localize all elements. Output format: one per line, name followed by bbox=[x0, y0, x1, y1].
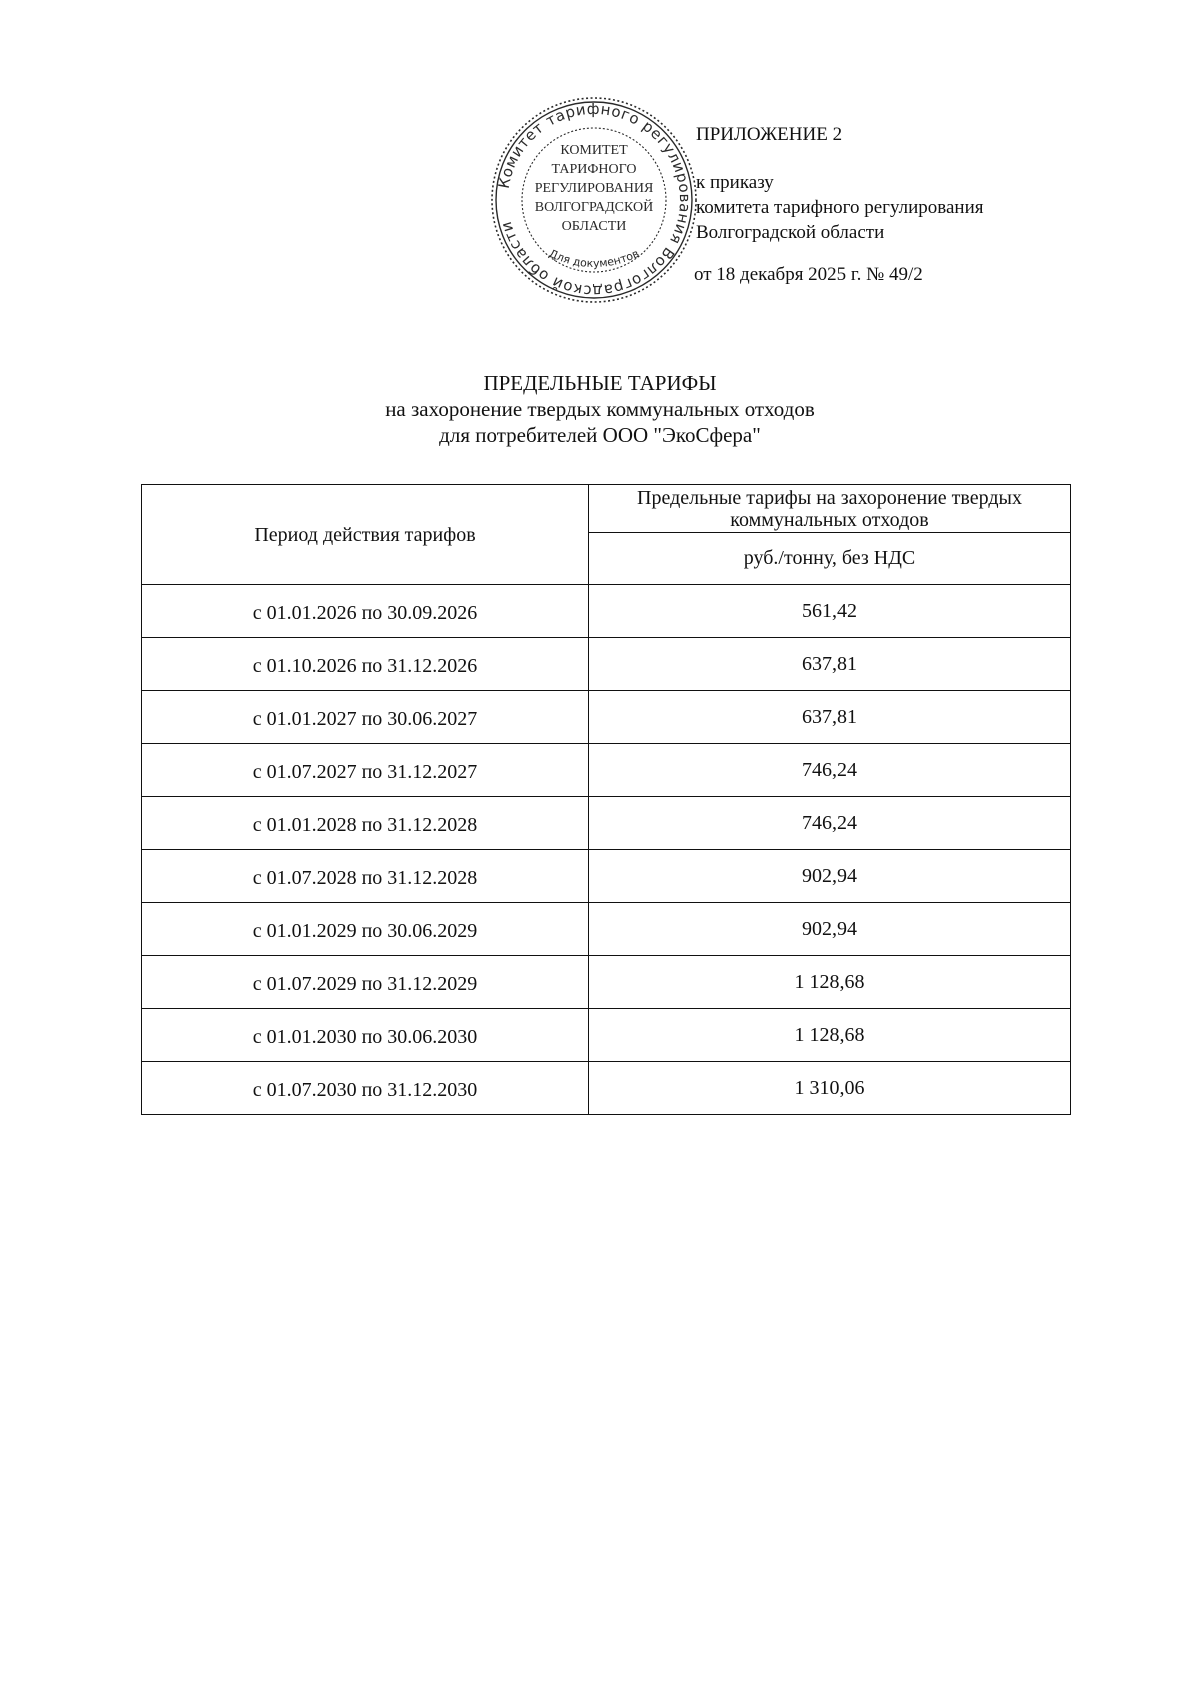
order-line: к приказу bbox=[696, 172, 774, 193]
period-cell: с 01.07.2027 по 31.12.2027 bbox=[142, 744, 589, 797]
title-line: на захоронение твердых коммунальных отходов bbox=[385, 397, 815, 421]
tariff-table bbox=[141, 484, 1071, 1115]
document-title bbox=[0, 370, 1200, 448]
tariff-value-cell: 746,24 bbox=[589, 744, 1071, 797]
tariff-value-cell: 637,81 bbox=[589, 638, 1071, 691]
period-cell: с 01.01.2027 по 30.06.2027 bbox=[142, 691, 589, 744]
period-cell: с 01.01.2030 по 30.06.2030 bbox=[142, 1009, 589, 1062]
tariff-value-cell: 902,94 bbox=[589, 850, 1071, 903]
tariff-value-cell: 1 310,06 bbox=[589, 1062, 1071, 1115]
tariff-value-cell: 746,24 bbox=[589, 797, 1071, 850]
tariff-value-cell: 902,94 bbox=[589, 903, 1071, 956]
period-column-header: Период действия тарифов bbox=[142, 485, 589, 585]
period-cell: с 01.07.2028 по 31.12.2028 bbox=[142, 850, 589, 903]
tariff-value-cell: 637,81 bbox=[589, 691, 1071, 744]
official-seal bbox=[488, 94, 700, 306]
svg-text:ТАРИФНОГО: ТАРИФНОГО bbox=[551, 162, 637, 177]
table-row bbox=[142, 1009, 1071, 1062]
seal-center-text bbox=[535, 143, 654, 234]
svg-text:РЕГУЛИРОВАНИЯ: РЕГУЛИРОВАНИЯ bbox=[534, 181, 654, 196]
table-row bbox=[142, 638, 1071, 691]
period-cell: с 01.07.2030 по 31.12.2030 bbox=[142, 1062, 589, 1115]
table-row bbox=[142, 691, 1071, 744]
unit-header: руб./тонну, без НДС bbox=[589, 533, 1071, 585]
tariff-value-cell: 1 128,68 bbox=[589, 956, 1071, 1009]
table-row bbox=[142, 744, 1071, 797]
order-line: комитета тарифного регулирования bbox=[696, 197, 984, 218]
order-date: от 18 декабря 2025 г. № 49/2 bbox=[694, 264, 923, 285]
seal-outer-text: Комитет тарифного регулирования Волгоградской области bbox=[494, 99, 695, 301]
order-line: Волгоградской области bbox=[696, 222, 885, 243]
table-row bbox=[142, 956, 1071, 1009]
title-line: для потребителей ООО "ЭкоСфера" bbox=[439, 423, 761, 447]
period-cell: с 01.07.2029 по 31.12.2029 bbox=[142, 956, 589, 1009]
svg-text:КОМИТЕТ: КОМИТЕТ bbox=[560, 143, 628, 158]
table-row bbox=[142, 1062, 1071, 1115]
svg-text:ВОЛГОГРАДСКОЙ: ВОЛГОГРАДСКОЙ bbox=[534, 200, 654, 215]
title-line: ПРЕДЕЛЬНЫЕ ТАРИФЫ bbox=[483, 371, 717, 395]
seal-graphic bbox=[488, 94, 700, 306]
appendix-number: ПРИЛОЖЕНИЕ 2 bbox=[696, 124, 843, 145]
period-cell: с 01.01.2026 по 30.09.2026 bbox=[142, 585, 589, 638]
tariff-rows bbox=[142, 585, 1071, 1115]
order-reference bbox=[696, 170, 984, 245]
svg-text:ОБЛАСТИ: ОБЛАСТИ bbox=[561, 219, 627, 234]
table-row bbox=[142, 903, 1071, 956]
period-cell: с 01.01.2028 по 31.12.2028 bbox=[142, 797, 589, 850]
period-cell: с 01.10.2026 по 31.12.2026 bbox=[142, 638, 589, 691]
table-row bbox=[142, 850, 1071, 903]
period-cell: с 01.01.2029 по 30.06.2029 bbox=[142, 903, 589, 956]
seal-bottom-text: Для документов bbox=[546, 246, 642, 271]
tariff-value-cell: 561,42 bbox=[589, 585, 1071, 638]
tariff-value-cell: 1 128,68 bbox=[589, 1009, 1071, 1062]
tariff-column-header: Предельные тарифы на захоронение твердых коммунальных отходов bbox=[589, 485, 1071, 533]
table-row bbox=[142, 797, 1071, 850]
table-row bbox=[142, 585, 1071, 638]
